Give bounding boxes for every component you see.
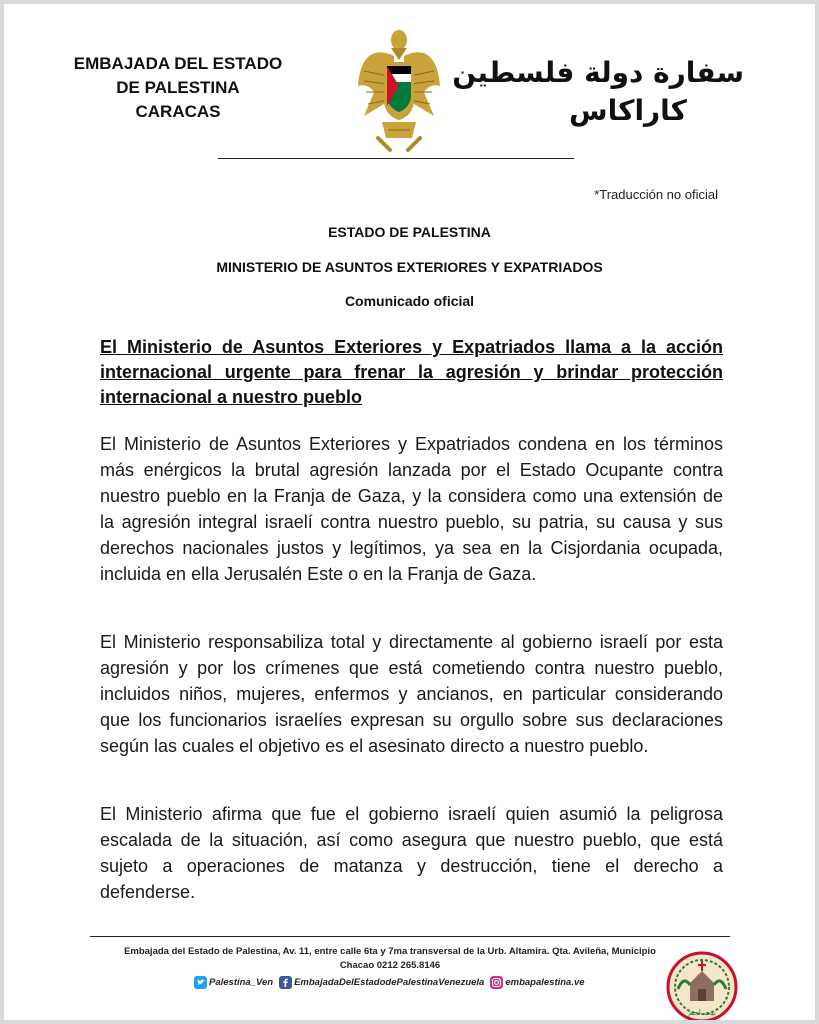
instagram-handle: embapalestina.ve [505, 977, 585, 988]
facebook-handle: EmbajadaDelEstadodePalestinaVenezuela [294, 977, 485, 988]
social-facebook[interactable] [279, 976, 484, 989]
footer-social-links [194, 976, 614, 989]
embassy-ar-line-2: كاراكاس [569, 94, 687, 127]
heading-communique: Comunicado oficial [344, 293, 475, 309]
seal-text: بيت لحم [688, 1008, 716, 1017]
footer-divider [90, 936, 730, 937]
communique-headline: El Ministerio de Asuntos Exteriores y Expatriados llama a la acción internacional urgente para frenar la agresión y brindar protección internacional a nuestro pueblo [100, 337, 723, 407]
embassy-ar-line-1: سفارة دولة فلسطين [452, 56, 744, 89]
body-paragraph-1: El Ministerio de Asuntos Exteriores y Expatriados condena en los términos más enérgicos la brutal agresión lanzada por el Estado Ocupante contra nuestro pueblo en la Franja de Gaza, y la considera como una extensión de la agresión integral israelí contra nuestro pueblo, su patria, su causa y sus derechos nacionales justos y legítimos, ya sea en la Cisjordania ocupada, incluida en ella Jerusalén Este o en la Franja de Gaza. [100, 434, 723, 584]
embassy-line-3: CARACAS [135, 102, 221, 121]
body-paragraph-2: El Ministerio responsabiliza total y directamente al gobierno israelí por esta agresión y por los crímenes que está cometiendo contra nuestro pueblo, incluidos niños, mujeres, enfermos y ancianos, en particular considerando que los funcionarios israelíes expresan su orgullo sobre sus declaraciones según las cuales el objetivo es el asesinato directo a nuestro pueblo. [100, 632, 723, 756]
heading-state: ESTADO DE PALESTINA [328, 224, 491, 240]
instagram-icon [490, 976, 503, 989]
social-instagram[interactable] [490, 976, 584, 989]
twitter-handle: Palestina_Ven [209, 977, 274, 988]
heading-ministry: MINISTERIO DE ASUNTOS EXTERIORES Y EXPATRIADOS [216, 259, 603, 275]
twitter-icon [194, 976, 207, 989]
footer-address-line-2: Chacao 0212 265.8146 [339, 960, 441, 971]
palestine-eagle-emblem-icon [354, 26, 444, 156]
embassy-name-arabic [452, 54, 744, 130]
embassy-name-spanish [52, 52, 304, 124]
facebook-icon [279, 976, 292, 989]
bethlehem-seal-icon [664, 949, 740, 1020]
header-divider [218, 158, 574, 159]
document-page [4, 4, 815, 1020]
unofficial-translation-note: *Traducción no oficial [594, 187, 718, 202]
embassy-line-1: EMBAJADA DEL ESTADO [73, 54, 283, 73]
social-twitter[interactable] [194, 976, 273, 989]
footer-address [100, 945, 680, 973]
embassy-line-2: DE PALESTINA [116, 78, 240, 97]
body-paragraph-3: El Ministerio afirma que fue el gobierno israelí quien asumió la peligrosa escalada de la situación, así como asegura que nuestro pueblo, que está sujeto a operaciones de matanza y destrucción, tiene el derecho a defenderse. [100, 804, 723, 902]
footer-address-line-1: Embajada del Estado de Palestina, Av. 11, entre calle 6ta y 7ma transversal de la Urb. Altamira. Qta. Avileña, Municipio [124, 946, 656, 957]
